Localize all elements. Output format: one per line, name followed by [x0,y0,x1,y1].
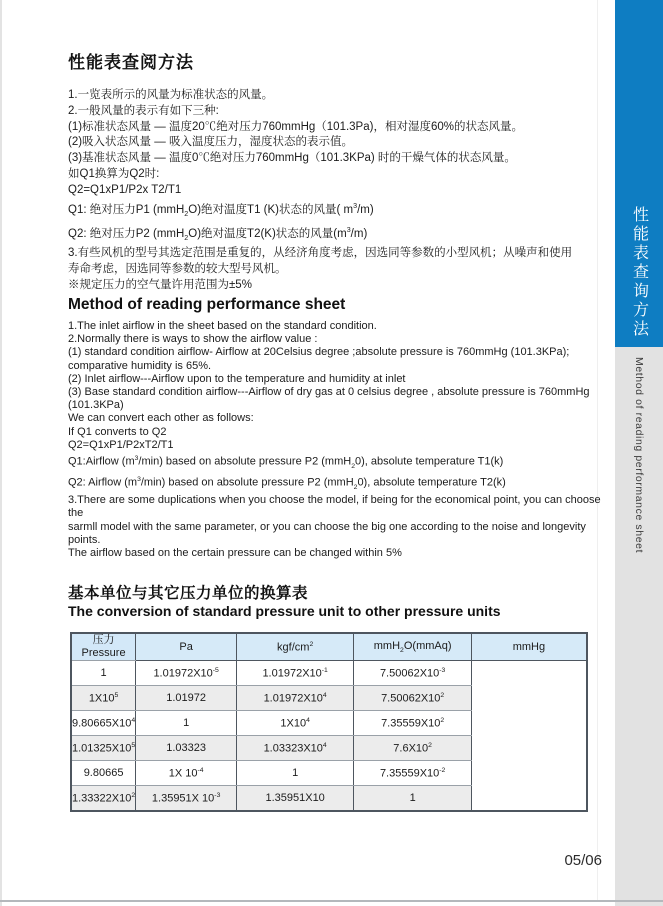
row-label-cn: 压力 [92,634,115,646]
text-line: Q1:Airflow $(m^3/\min)$ based on absolute pressure P2 (mmH$_2$0), absolute temperature T1(k) [68,455,504,470]
table-cell: 1 [354,786,472,812]
table-row [71,786,587,812]
table-row [71,761,587,786]
table-cell: 1.01972 [136,686,237,711]
text-line: (1) standard condition airflow- Airflow at 20Celsius degree ;absolute pressure is 760mmHg (101.3KPa); [68,346,570,359]
text-line: 3.There are some duplications when you choose the model, if being for the economical point, you can choose the [68,494,601,520]
pressure-conversion-table [70,632,588,812]
text-line: comparative humidity is 65%. [68,359,212,372]
table-body [71,661,587,812]
page-number: 05/06 [564,852,602,869]
text-line: 3.有些风机的型号其选定范围是重复的，从经济角度考虑，因选同等参数的小型风机；从噪声和使用 [68,247,573,260]
cn-section-title: 性能表查阅方法 [68,53,194,72]
row-label-en: Pressure [81,647,126,659]
page-left-edge [0,0,2,906]
table-cell: $7.6X10^2$ [354,736,472,761]
text-line: Q2: Airflow $(m^3/\min)$ based on absolute pressure P2 (mmH$_2$0), absolute temperature T2(k) [68,476,506,491]
sidebar-tab-en-label: Method of reading performance sheet [633,357,645,554]
sidebar-tab-en[interactable] [615,347,663,906]
text-line: 寿命考虑，因选同等参数的较大型号风机。 [68,263,287,276]
sidebar-tab-cn[interactable] [615,0,663,347]
text-line: 2.一般风量的表示有如下三种: [68,104,219,117]
page-bottom-edge [0,900,663,902]
table-cell: $1X10^5$ [71,686,136,711]
table-row [71,686,587,711]
table-cell: $1.33322X10^2$ [71,786,136,812]
column-header: kgf/$cm^2$ [237,633,354,661]
conversion-table-title-cn: 基本单位与其它压力单位的换算表 [68,585,309,602]
table-cell: $1.01972X10^4$ [237,686,354,711]
table-cell: $9.80665X10^4$ [71,711,136,736]
table-cell: 1.35951X $10^{-3}$ [136,786,237,812]
text-line: (3) Base standard condition airflow---Airflow of dry gas at 0 celsius degree , absolute pressure is 760mmHg (101.3KPa) [68,386,590,412]
table-cell: 1 [136,711,237,736]
text-line: (2) Inlet airflow---Airflow upon to the temperature and humidity at inlet [68,372,406,385]
table-cell: $7.50062X10^2$ [354,686,472,711]
table-cell: $7.35559X10^2$ [354,711,472,736]
table-cell: 1.35951X10 [237,786,354,812]
table-cell: $1.01972X10^{-1}$ [237,661,354,686]
en-section-title: Method of reading performance sheet [68,296,346,313]
text-line: sarmll model with the same parameter, or you can choose the big one according to the noise and longevity points. [68,520,586,546]
text-line: (3)基准状态风量 — 温度0℃绝对压力760mmHg（101.3KPa) 时的干燥气体的状态风量。 [68,152,516,165]
table-cell: 1 [237,761,354,786]
en-paragraph [68,320,603,560]
table-cell: $1X10^4$ [237,711,354,736]
text-line: (1)标准状态风量 — 温度20℃绝对压力760mmHg（101.3Pa)，相对湿度60%的状态风量。 [68,120,523,133]
cn-paragraph [68,88,593,294]
text-line: 1.一览表所示的风量为标准状态的风量。 [68,89,274,101]
text-line: 1.The inlet airflow in the sheet based on the standard condition. [68,320,377,332]
table-cell: 1 [71,661,136,686]
table-row [71,711,587,736]
table-row [71,736,587,761]
table-cell: 1.03323 [136,736,237,761]
text-line: 2.Normally there is ways to show the airflow value : [68,333,318,346]
column-header: mmH$_2$O(mmAq) [354,633,472,661]
text-line: Q2=Q1xP1/P2x T2/T1 [68,183,182,196]
table-cell: $1.01325X10^5$ [71,736,136,761]
table-row [71,661,587,686]
table-cell: 9.80665 [71,761,136,786]
text-line: The airflow based on the certain pressure can be changed within 5% [68,546,402,559]
text-line: ※规定压力的空气量许用范围为±5% [68,279,252,292]
table-cell: $1.01972X10^{-5}$ [136,661,237,686]
conversion-table-title-en: The conversion of standard pressure unit to other pressure units [68,603,501,619]
text-line: (2)吸入状态风量 — 吸入温度压力，湿度状态的表示值。 [68,136,353,149]
table-cell: 1X $10^{-4}$ [136,761,237,786]
text-line: Q2=Q1xP1/P2xT2/T1 [68,438,174,451]
text-line: Q1: 绝对压力P1 (mmH$_2$O)绝对温度T1 (K)状态的风量( $m^3/m$) [68,201,374,218]
table-header-row [71,633,587,661]
row-label-pressure [71,633,136,661]
table-cell: $7.50062X10^{-3}$ [354,661,472,686]
table-cell: $7.35559X10^{-2}$ [354,761,472,786]
sidebar-tab-cn-label: 性能表查询方法 [630,206,648,339]
column-header: Pa [136,633,237,661]
text-line: Q2: 绝对压力P2 (mmH$_2$O)绝对温度T2(K)状态的风量$(m^3/m)$ [68,225,368,242]
column-header: mmHg [472,633,587,661]
table-cell: $1.03323X10^4$ [237,736,354,761]
sidebar [615,0,663,906]
text-line: We can convert each other as follows: [68,412,254,425]
text-line: If Q1 converts to Q2 [68,425,167,438]
text-line: 如Q1换算为Q2时: [68,167,160,180]
